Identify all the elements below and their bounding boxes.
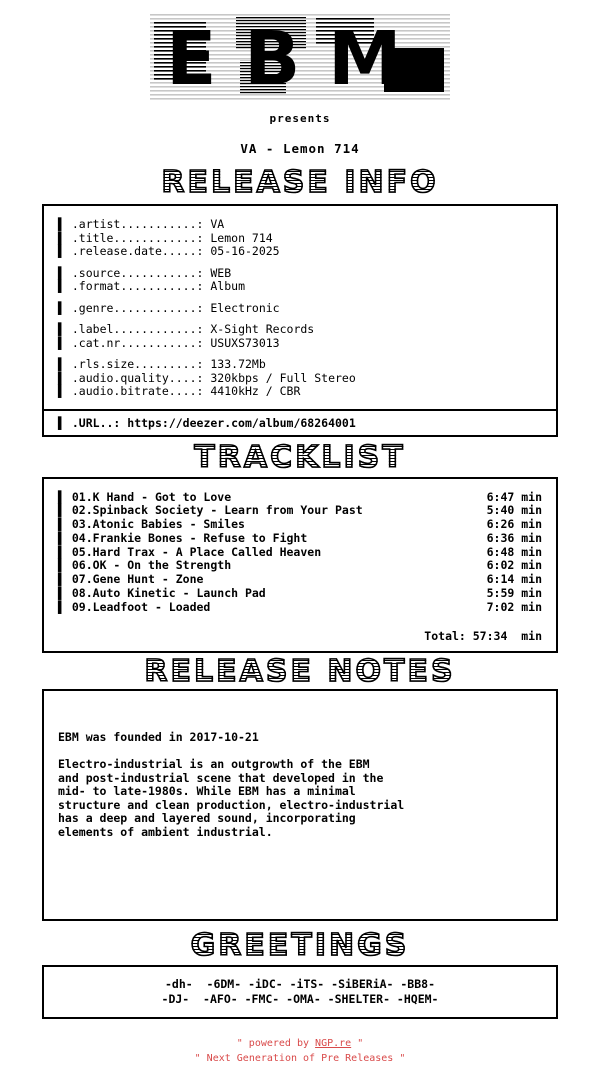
svg-text:E: E bbox=[166, 16, 217, 100]
info-group bbox=[44, 323, 556, 350]
url-value[interactable]: https://deezer.com/album/68264001 bbox=[127, 415, 356, 430]
section-heading-greetings-text: GREETINGS bbox=[190, 927, 410, 963]
url-label: .URL..: bbox=[71, 415, 121, 430]
notes-body-line: structure and clean production, electro-industrial bbox=[58, 797, 405, 812]
track-row: ▌ 01.K Hand - Got to Love 6:47 min bbox=[58, 489, 542, 504]
footer bbox=[0, 1036, 600, 1066]
release-url-box bbox=[42, 409, 558, 437]
section-heading-tracklist-text: TRACKLIST bbox=[194, 439, 406, 475]
svg-text:B: B bbox=[244, 16, 301, 100]
track-row: ▌ 08.Auto Kinetic - Launch Pad 5:59 min bbox=[58, 586, 542, 601]
track-row: ▌ 07.Gene Hunt - Zone 6:14 min bbox=[58, 572, 542, 587]
info-row: ▌ .audio.bitrate....: 4410kHz / CBR bbox=[58, 384, 301, 398]
info-row: ▌ .title............: Lemon 714 bbox=[58, 230, 273, 245]
tracklist-box bbox=[42, 477, 558, 653]
info-row: ▌ .audio.quality....: 320kbps / Full Stereo bbox=[58, 370, 356, 385]
presents-label: presents bbox=[269, 112, 331, 125]
track-row: ▌ 09.Leadfoot - Loaded 7:02 min bbox=[58, 599, 542, 614]
track-row: ▌ 04.Frankie Bones - Refuse to Fight 6:36 min bbox=[58, 530, 542, 545]
info-row: ▌ .source...........: WEB bbox=[58, 265, 232, 280]
release-notes-box bbox=[42, 689, 558, 921]
track-row: ▌ 05.Hard Trax - A Place Called Heaven 6:48 min bbox=[58, 544, 542, 559]
info-group bbox=[44, 267, 556, 294]
info-row: ▌ .genre............: Electronic bbox=[58, 300, 280, 315]
notes-body-line: and post-industrial scene that developed in the bbox=[58, 770, 384, 785]
svg-text:M: M bbox=[328, 16, 402, 100]
section-heading-tracklist bbox=[0, 439, 600, 475]
tracklist-total: Total: 57:34 min bbox=[424, 628, 542, 643]
section-heading-release-notes bbox=[0, 653, 600, 689]
notes-founded-line: EBM was founded in 2017-10-21 bbox=[58, 729, 259, 744]
info-row: ▌ .rls.size.........: 133.72Mb bbox=[58, 357, 266, 371]
info-group bbox=[44, 218, 556, 259]
info-row: ▌ .cat.nr...........: USUXS73013 bbox=[58, 335, 280, 350]
info-row: ▌ .format...........: Album bbox=[58, 279, 245, 293]
footer-tagline: " Next Generation of Pre Releases " bbox=[194, 1053, 406, 1064]
track-row: ▌ 03.Atonic Babies - Smiles 6:26 min bbox=[58, 517, 542, 532]
section-heading-greetings bbox=[0, 927, 600, 963]
release-title: VA - Lemon 714 bbox=[240, 141, 360, 156]
info-row: ▌ .release.date.....: 05-16-2025 bbox=[58, 244, 280, 258]
info-group bbox=[44, 302, 556, 316]
info-group bbox=[44, 358, 556, 399]
section-heading-release-info bbox=[0, 165, 600, 200]
release-url-row[interactable]: ▌ .URL..: https://deezer.com/album/68264001 bbox=[58, 415, 356, 430]
notes-body-line: has a deep and layered sound, incorporating bbox=[58, 811, 356, 826]
notes-body-line: elements of ambient industrial. bbox=[58, 824, 273, 839]
section-heading-release-notes-text: RELEASE NOTES bbox=[144, 653, 456, 689]
greetings-line: -dh- -6DM- -iDC- -iTS- -SiBERiA- -BB8- bbox=[164, 976, 436, 991]
greetings-line: -DJ- -AFO- -FMC- -OMA- -SHELTER- -HQEM- bbox=[161, 991, 439, 1006]
notes-body-line: mid- to late-1980s. While EBM has a minimal bbox=[58, 784, 356, 799]
ngp-link[interactable]: NGP.re bbox=[315, 1038, 352, 1049]
logo-header bbox=[0, 0, 600, 104]
track-row: ▌ 06.OK - On the Strength 6:02 min bbox=[58, 558, 542, 573]
track-row: ▌ 02.Spinback Society - Learn from Your Past 5:40 min bbox=[58, 503, 542, 518]
notes-body-line: Electro-industrial is an outgrowth of the EBM bbox=[58, 757, 370, 772]
ebm-logo bbox=[140, 14, 460, 100]
release-info-box bbox=[42, 204, 558, 411]
footer-powered-by: " powered by NGP.re " bbox=[236, 1038, 364, 1049]
info-row: ▌ .label............: X-Sight Records bbox=[58, 322, 315, 336]
section-heading-release-info-text: RELEASE INFO bbox=[161, 165, 439, 200]
info-row: ▌ .artist...........: VA bbox=[58, 217, 225, 231]
greetings-box bbox=[42, 965, 558, 1019]
